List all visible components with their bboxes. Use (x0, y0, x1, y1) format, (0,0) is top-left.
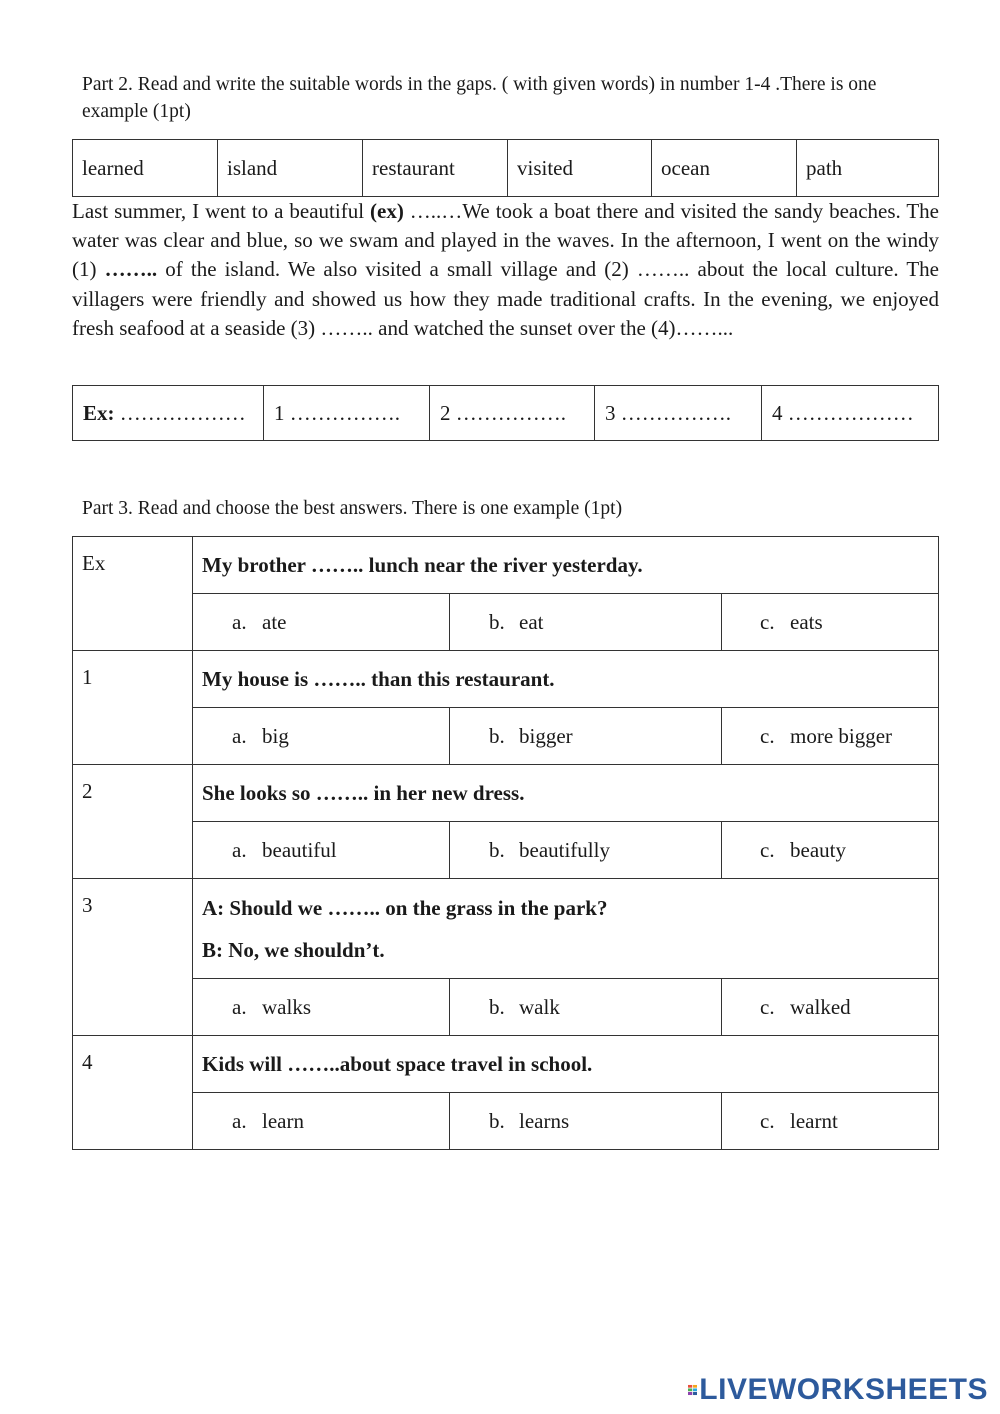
option-b[interactable] (450, 822, 722, 879)
question-text: My brother …….. lunch near the river yesterday. (193, 537, 939, 594)
word-visited: visited (508, 140, 652, 197)
question-text: Kids will ……..about space travel in school. (193, 1036, 939, 1093)
question-row (73, 537, 939, 594)
question-text: She looks so …….. in her new dress. (193, 765, 939, 822)
question-number: 1 (73, 651, 193, 765)
option-letter: a. (232, 994, 247, 1019)
option-letter: a. (232, 723, 247, 748)
option-text: beauty (790, 837, 846, 862)
question-row (73, 651, 939, 708)
question-line-a: A: Should we …….. on the grass in the park? (202, 896, 608, 920)
option-text: learnt (790, 1108, 838, 1133)
word-ocean: ocean (652, 140, 797, 197)
option-b[interactable] (450, 979, 722, 1036)
answer-table (72, 385, 939, 441)
option-text: more bigger (790, 723, 893, 748)
option-text: ate (262, 609, 287, 634)
options-row (73, 1093, 939, 1150)
reading-passage (72, 197, 939, 343)
option-a[interactable] (193, 708, 450, 765)
passage-ex-label: (ex) (370, 199, 404, 223)
answer-4[interactable]: 4 ……………… (762, 386, 939, 441)
option-text: learns (519, 1108, 570, 1133)
question-row (73, 1036, 939, 1093)
option-text: learn (262, 1108, 304, 1133)
liveworksheets-logo (688, 1372, 988, 1408)
option-b[interactable] (450, 594, 722, 651)
options-row (73, 708, 939, 765)
option-letter: b. (489, 1108, 505, 1133)
option-c[interactable] (722, 979, 939, 1036)
option-letter: c. (760, 994, 775, 1019)
passage-text-1: Last summer, I went to a beautiful (72, 199, 371, 223)
option-letter: b. (489, 837, 505, 862)
answer-ex[interactable] (73, 386, 264, 441)
option-letter: b. (489, 723, 505, 748)
passage-text-3: of the island. We also visited a small village and (2) …….. about the local culture. The villagers were friendly and showed us how they made traditional crafts. In the evening, we enjoyed fresh seafood at a seaside (3) …….. and watched the sunset over the (4)……... (72, 257, 939, 340)
answer-ex-label: Ex: (83, 400, 115, 425)
passage-text-2: …..…We took a boat there and visited the sandy beaches. The water was clear and blue, so we swam and played in the waves. In the afternoon, I went on the windy (1) (72, 199, 940, 282)
liveworksheets-logo-icon (688, 1375, 697, 1405)
options-row (73, 822, 939, 879)
option-text: walks (262, 994, 311, 1019)
option-letter: c. (760, 723, 775, 748)
option-text: eat (519, 609, 544, 634)
option-letter: a. (232, 609, 247, 634)
option-text: big (262, 723, 289, 748)
mcq-table (72, 536, 939, 1150)
word-path: path (797, 140, 939, 197)
option-letter: c. (760, 1108, 775, 1133)
part3-instruction: Part 3. Read and choose the best answers. There is one example (1pt) (82, 498, 623, 519)
option-b[interactable] (450, 708, 722, 765)
option-text: walk (519, 994, 560, 1019)
options-row (73, 594, 939, 651)
question-number: 3 (73, 879, 193, 1036)
question-number: 4 (73, 1036, 193, 1150)
word-island: island (218, 140, 363, 197)
option-letter: a. (232, 837, 247, 862)
option-a[interactable] (193, 822, 450, 879)
option-b[interactable] (450, 1093, 722, 1150)
word-learned: learned (73, 140, 218, 197)
question-number: Ex (73, 537, 193, 651)
answer-2[interactable]: 2 ……………. (430, 386, 595, 441)
passage-gap-1: …….. (104, 257, 158, 282)
word-restaurant: restaurant (363, 140, 508, 197)
option-c[interactable] (722, 822, 939, 879)
option-letter: c. (760, 609, 775, 634)
word-box (72, 139, 939, 197)
option-text: bigger (519, 723, 573, 748)
option-c[interactable] (722, 1093, 939, 1150)
option-letter: a. (232, 1108, 247, 1133)
logo-text: LIVEWORKSHEETS (699, 1373, 988, 1406)
option-letter: c. (760, 837, 775, 862)
option-a[interactable] (193, 979, 450, 1036)
question-line-b: B: No, we shouldn’t. (202, 938, 385, 962)
option-text: walked (790, 994, 851, 1019)
option-c[interactable] (722, 594, 939, 651)
question-text: My house is …….. than this restaurant. (193, 651, 939, 708)
option-text: beautifully (519, 837, 610, 862)
option-letter: b. (489, 609, 505, 634)
options-row (73, 979, 939, 1036)
question-text (193, 879, 939, 979)
answer-ex-blank: ……………… (114, 400, 246, 425)
option-text: beautiful (262, 837, 337, 862)
option-text: eats (790, 609, 823, 634)
option-letter: b. (489, 994, 505, 1019)
option-c[interactable] (722, 708, 939, 765)
question-row (73, 765, 939, 822)
option-a[interactable] (193, 1093, 450, 1150)
answer-3[interactable]: 3 ……………. (595, 386, 762, 441)
question-number: 2 (73, 765, 193, 879)
option-a[interactable] (193, 594, 450, 651)
question-row (73, 879, 939, 979)
answer-1[interactable]: 1 ……………. (264, 386, 430, 441)
part2-instruction: Part 2. Read and write the suitable words in the gaps. ( with given words) in number 1-4 .There is one example (1pt) (82, 74, 877, 122)
